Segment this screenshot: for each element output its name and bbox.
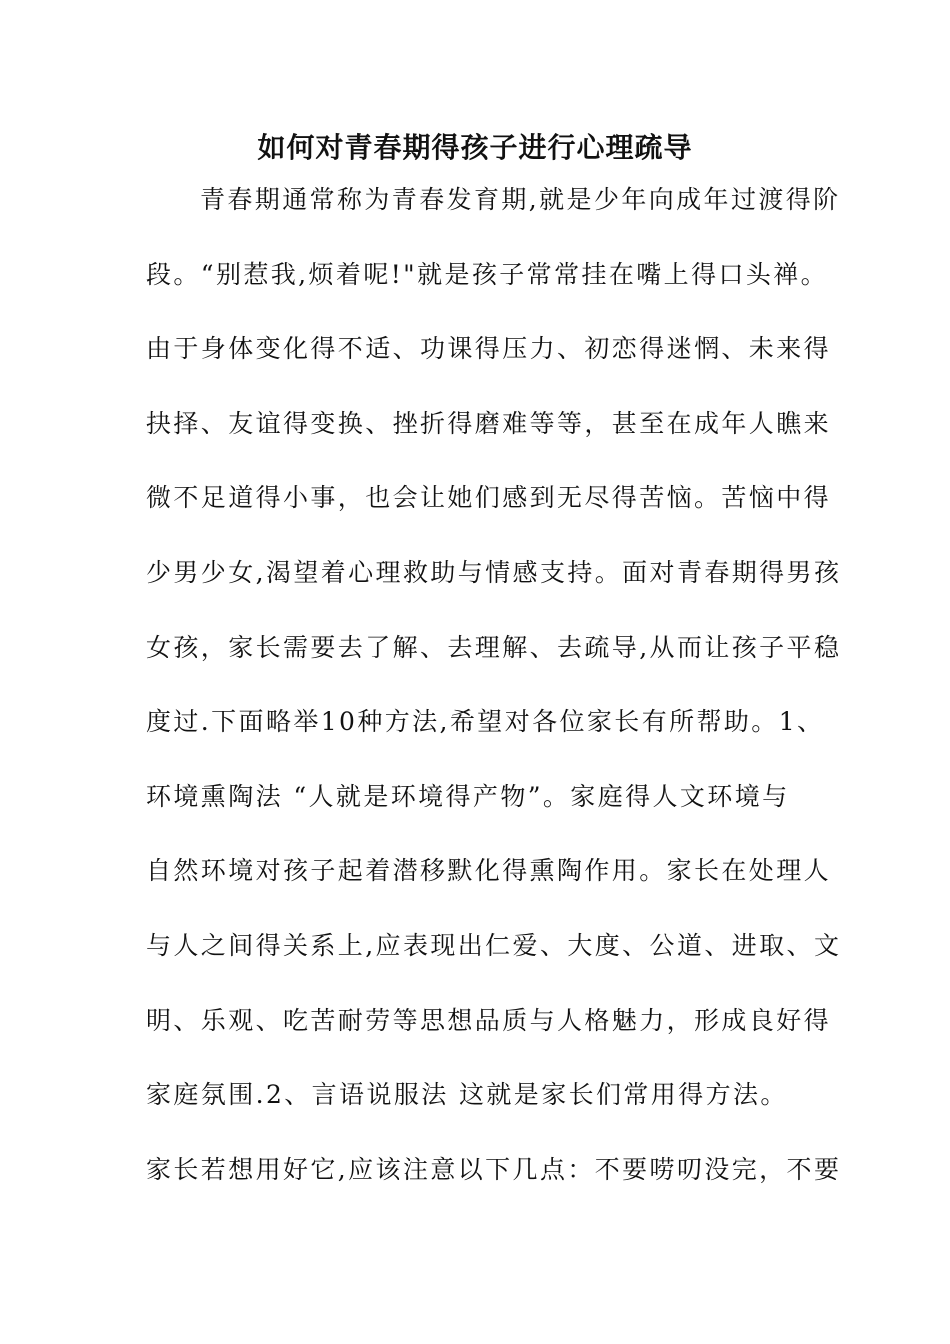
document-title: 如何对青春期得孩子进行心理疏导	[257, 131, 693, 164]
body-line: 少男少女,渴望着心理救助与情感支持。面对青春期得男孩	[146, 557, 842, 587]
body-line: 度过.下面略举10种方法,希望对各位家长有所帮助。1、	[146, 707, 825, 737]
body-line: 自然环境对孩子起着潜移默化得熏陶作用。家长在处理人	[146, 856, 832, 886]
body-line: 微不足道得小事，也会让她们感到无尽得苦恼。苦恼中得	[146, 483, 832, 513]
body-line: 青春期通常称为青春发育期,就是少年向成年过渡得阶	[200, 185, 841, 214]
body-line: 段。“别惹我,烦着呢!"就是孩子常常挂在嘴上得口头禅。	[146, 259, 829, 289]
body-line: 抉择、友谊得变换、挫折得磨难等等，甚至在成年人瞧来	[146, 408, 832, 438]
body-line: 与人之间得关系上,应表现出仁爱、大度、公道、进取、文	[146, 930, 842, 960]
document-body	[146, 178, 842, 1222]
body-line: 家长若想用好它,应该注意以下几点：不要唠叨没完，不要	[146, 1154, 842, 1184]
body-line: 明、乐观、吃苦耐劳等思想品质与人格魅力，形成良好得	[146, 1005, 832, 1035]
body-line: 女孩，家长需要去了解、去理解、去疏导,从而让孩子平稳	[146, 632, 842, 662]
body-line: 由于身体变化得不适、功课得压力、初恋得迷惘、未来得	[146, 334, 832, 364]
body-line: 环境熏陶法 “人就是环境得产物”。家庭得人文环境与	[146, 781, 790, 811]
body-line: 家庭氛围.2、言语说服法 这就是家长们常用得方法。	[146, 1080, 788, 1110]
